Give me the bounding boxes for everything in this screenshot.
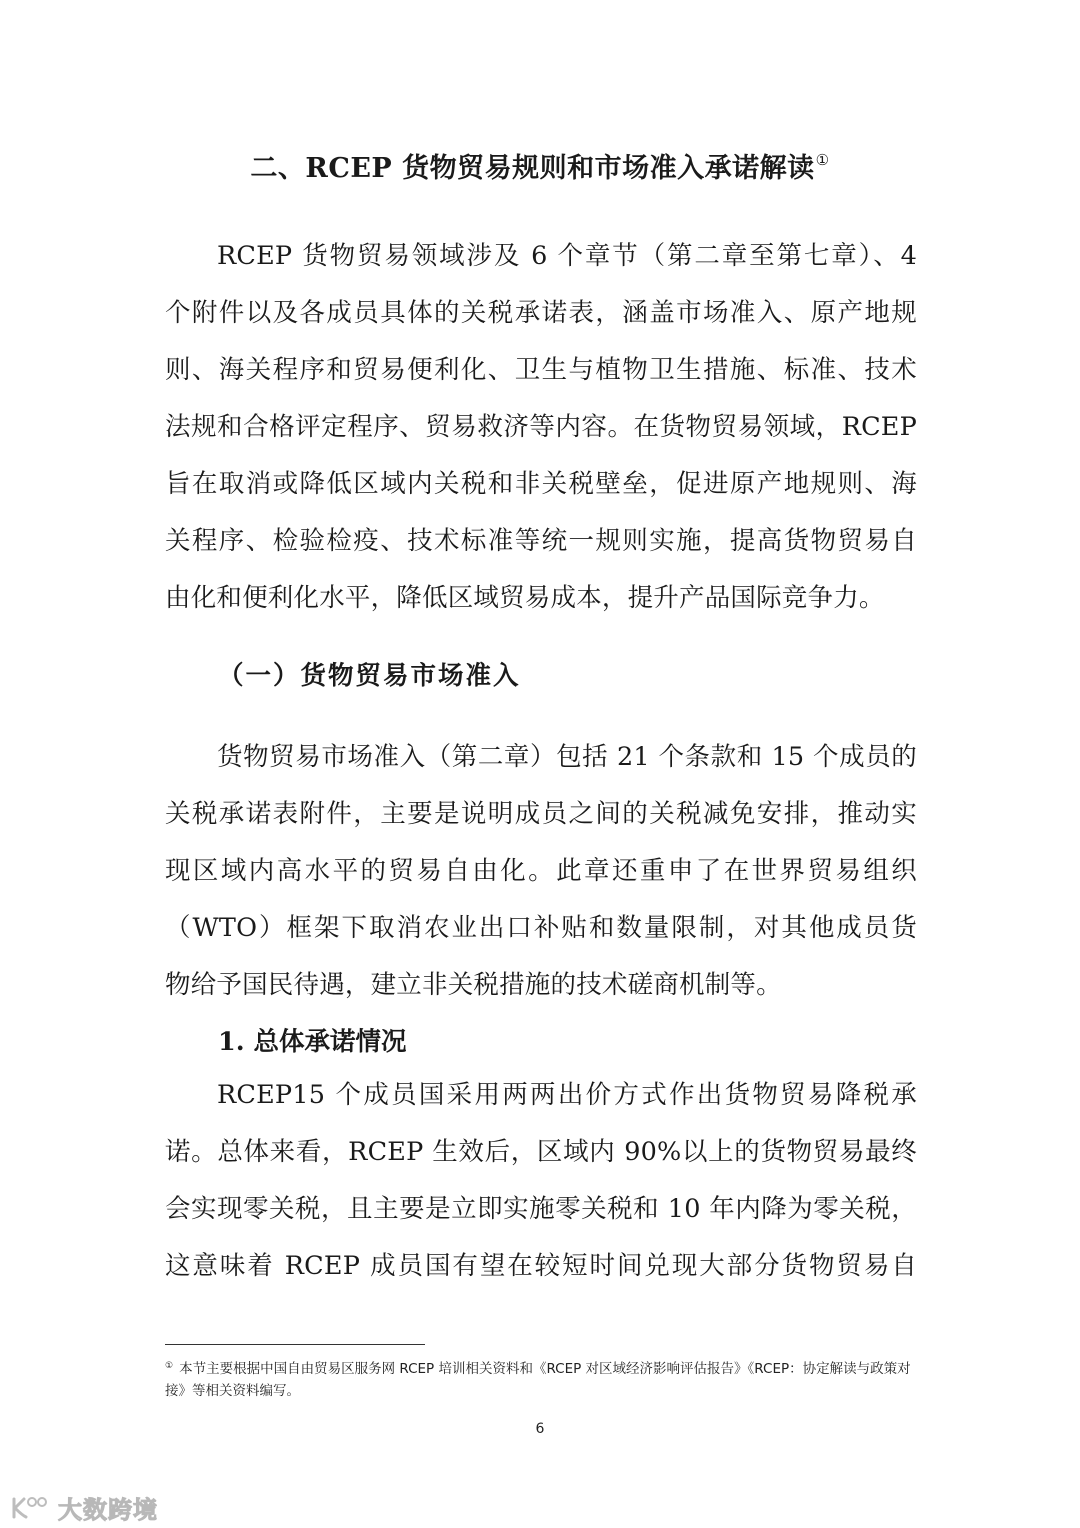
subsection-heading-market-access: （一）货物贸易市场准入 [218, 661, 521, 691]
brand-logo-icon [10, 1495, 52, 1521]
footnote-divider [165, 1344, 425, 1345]
paragraph-line: 这意味着 RCEP 成员国有望在较短时间兑现大部分货物贸易自 [165, 1251, 917, 1281]
paragraph-line: 关程序、检验检疫、技术标准等统一规则实施，提高货物贸易自 [165, 526, 917, 556]
intro-paragraph [165, 228, 917, 627]
watermark-brand-text: 大数跨境 [58, 1496, 158, 1524]
paragraph-line: 旨在取消或降低区域内关税和非关税壁垒，促进原产地规则、海 [165, 469, 917, 499]
paragraph-line: 由化和便利化水平，降低区域贸易成本，提升产品国际竞争力。 [165, 583, 885, 613]
market-access-paragraph [165, 729, 917, 1014]
paragraph-line: 关税承诺表附件，主要是说明成员之间的关税减免安排，推动实 [165, 799, 917, 829]
paragraph-line: 货物贸易市场准入（第二章）包括 21 个条款和 15 个成员的 [217, 742, 917, 772]
footnote-mark: ① [165, 1361, 174, 1371]
paragraph-line: 诺。总体来看，RCEP 生效后，区域内 90%以上的货物贸易最终 [165, 1137, 917, 1167]
subsection-heading-overall-commitment: 1. 总体承诺情况 [218, 1027, 407, 1057]
paragraph-line: 现区域内高水平的贸易自由化。此章还重申了在世界贸易组织 [165, 856, 917, 886]
paragraph-line: 个附件以及各成员具体的关税承诺表，涵盖市场准入、原产地规 [165, 298, 917, 328]
section-title-text: 二、RCEP 货物贸易规则和市场准入承诺解读 [250, 153, 815, 184]
section-title [0, 146, 1080, 185]
footnote [165, 1355, 920, 1402]
paragraph-line: 物给予国民待遇，建立非关税措施的技术磋商机制等。 [165, 970, 782, 1000]
paragraph-line: RCEP 货物贸易领域涉及 6 个章节（第二章至第七章）、4 [217, 241, 917, 271]
paragraph-line: （WTO）框架下取消农业出口补贴和数量限制，对其他成员货 [165, 913, 917, 943]
footnote-text: 本节主要根据中国自由贸易区服务网 RCEP 培训相关资料和《RCEP 对区域经济影响评估报告》《RCEP：协定解读与政策对接》等相关资料编写。 [165, 1361, 911, 1399]
footnote-ref-mark[interactable]: ① [815, 151, 830, 169]
page-number: 6 [535, 1421, 545, 1437]
overall-commitment-paragraph [165, 1067, 917, 1295]
watermark [10, 1490, 158, 1525]
paragraph-line: 则、海关程序和贸易便利化、卫生与植物卫生措施、标准、技术 [165, 355, 917, 385]
paragraph-line: RCEP15 个成员国采用两两出价方式作出货物贸易降税承 [217, 1080, 917, 1110]
paragraph-line: 法规和合格评定程序、贸易救济等内容。在货物贸易领域，RCEP [165, 412, 917, 442]
paragraph-line: 会实现零关税，且主要是立即实施零关税和 10 年内降为零关税， [165, 1194, 917, 1224]
